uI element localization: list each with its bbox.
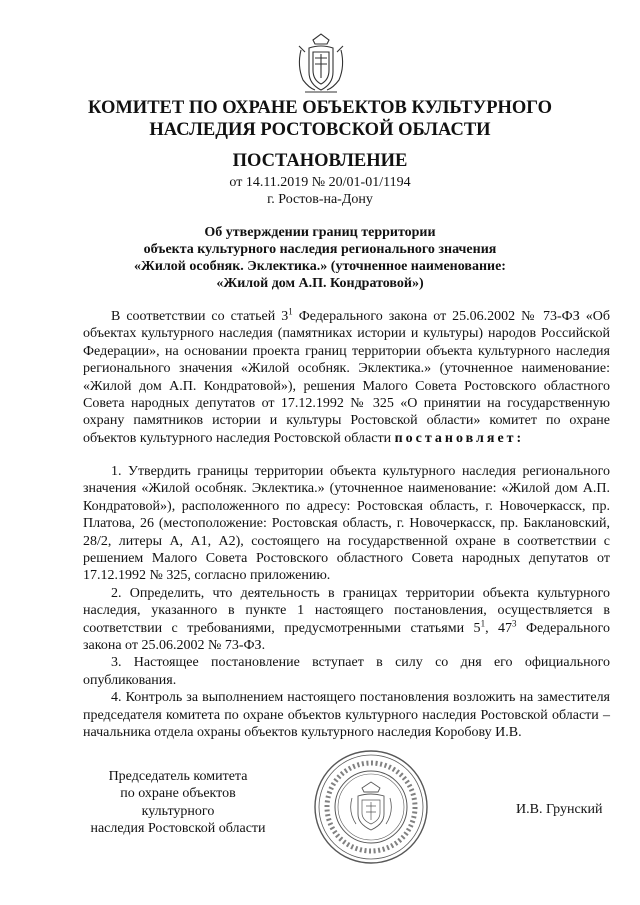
- coat-of-arms-icon: [293, 30, 349, 98]
- item-1: 1. Утвердить границы территории объекта культурного наследия регионального значения «Жилой особняк. Эклектика.» (уточненное наименование: «Жилой дом А.П. Кондратовой»), расположенного по адресу: Ростовская область, г. Новочеркасск, пр. Платова, 26 (местоположение: Ростовская область, г. Новочеркасск, пр. Баклановский, 28/2, литеры А, А1, А2), состоящего на государственной охране в соответствии с решением Малого Совета Ростовского областного Совета народных депутатов от 17.12.1992 № 325, согласно приложению.: [83, 464, 610, 584]
- subject-line: объекта культурного наследия регионального значения: [143, 242, 497, 257]
- document-city: г. Ростов-на-Дону: [267, 192, 373, 207]
- item-2: [83, 585, 610, 655]
- subject-line: Об утверждении границ территории: [204, 225, 436, 240]
- signatory-title-line: Председатель комитета: [108, 769, 248, 784]
- item-2-superscript: 1: [480, 618, 486, 628]
- committee-name: [60, 97, 580, 141]
- item-2-superscript: 3: [512, 618, 517, 628]
- item-2-text-b: , 47: [485, 620, 513, 636]
- committee-name-line1: КОМИТЕТ ПО ОХРАНЕ ОБЪЕКТОВ КУЛЬТУРНОГО: [88, 98, 552, 118]
- signatory-title-line: наследия Ростовской области: [90, 821, 266, 837]
- preamble-superscript: 1: [288, 306, 293, 317]
- resolution-items: [83, 463, 610, 742]
- subject-line: «Жилой дом А.П. Кондратовой»): [216, 276, 424, 291]
- signatory-title: [83, 768, 273, 838]
- signatory-name: И.В. Грунский: [516, 802, 603, 817]
- document-date-number: от 14.11.2019 № 20/01-01/1194: [229, 175, 411, 190]
- signatory-title-line: по охране объектов культурного: [120, 786, 236, 819]
- official-seal-icon: [312, 748, 430, 866]
- subject-line: «Жилой особняк. Эклектика.» (уточненное наименование:: [134, 259, 506, 274]
- resolves-word: постановляет:: [394, 430, 525, 446]
- preamble-text-a: В соответствии со статьей 3: [111, 309, 289, 324]
- committee-name-line2: НАСЛЕДИЯ РОСТОВСКОЙ ОБЛАСТИ: [149, 120, 491, 140]
- item-4: 4. Контроль за выполнением настоящего постановления возложить на заместителя председателя комитета по охране объектов культурного наследия Ростовской области – начальника отдела охраны объектов культурного наследия Коробову И.В.: [83, 690, 610, 741]
- document-type: ПОСТАНОВЛЕНИЕ: [232, 151, 408, 171]
- document-subject: [100, 224, 540, 292]
- item-3: 3. Настоящее постановление вступает в силу со дня его официального опубликования.: [83, 655, 610, 688]
- item-2-text-a: 2. Определить, что деятельность в границах территории объекта культурного наследия, указанного в пункте 1 настоящего постановления, осуществляется в соответствии с требованиями, предусмотренными статьями 5: [83, 585, 610, 636]
- item-2-text-c: Федерального закона от 25.06.2002 № 73-ФЗ.: [83, 620, 610, 654]
- preamble-text-b: Федерального закона от 25.06.2002 № 73-ФЗ «Об объектах культурного наследия (памятниках истории и культуры) народов Российской Федерации», на основании проекта границ территории объекта культурного наследия регионального значения «Жилой особняк. Эклектика.» (уточненное наименование: «Жилой дом А.П. Кондратовой»), решения Малого Совета Ростовского областного Совета народных депутатов от 17.12.1992 № 325 «О принятии на государственную охрану памятников истории и культуры Ростовской области» комитет по охране объектов культурного наследия Ростовской области: [83, 309, 610, 446]
- preamble-paragraph: [83, 308, 610, 447]
